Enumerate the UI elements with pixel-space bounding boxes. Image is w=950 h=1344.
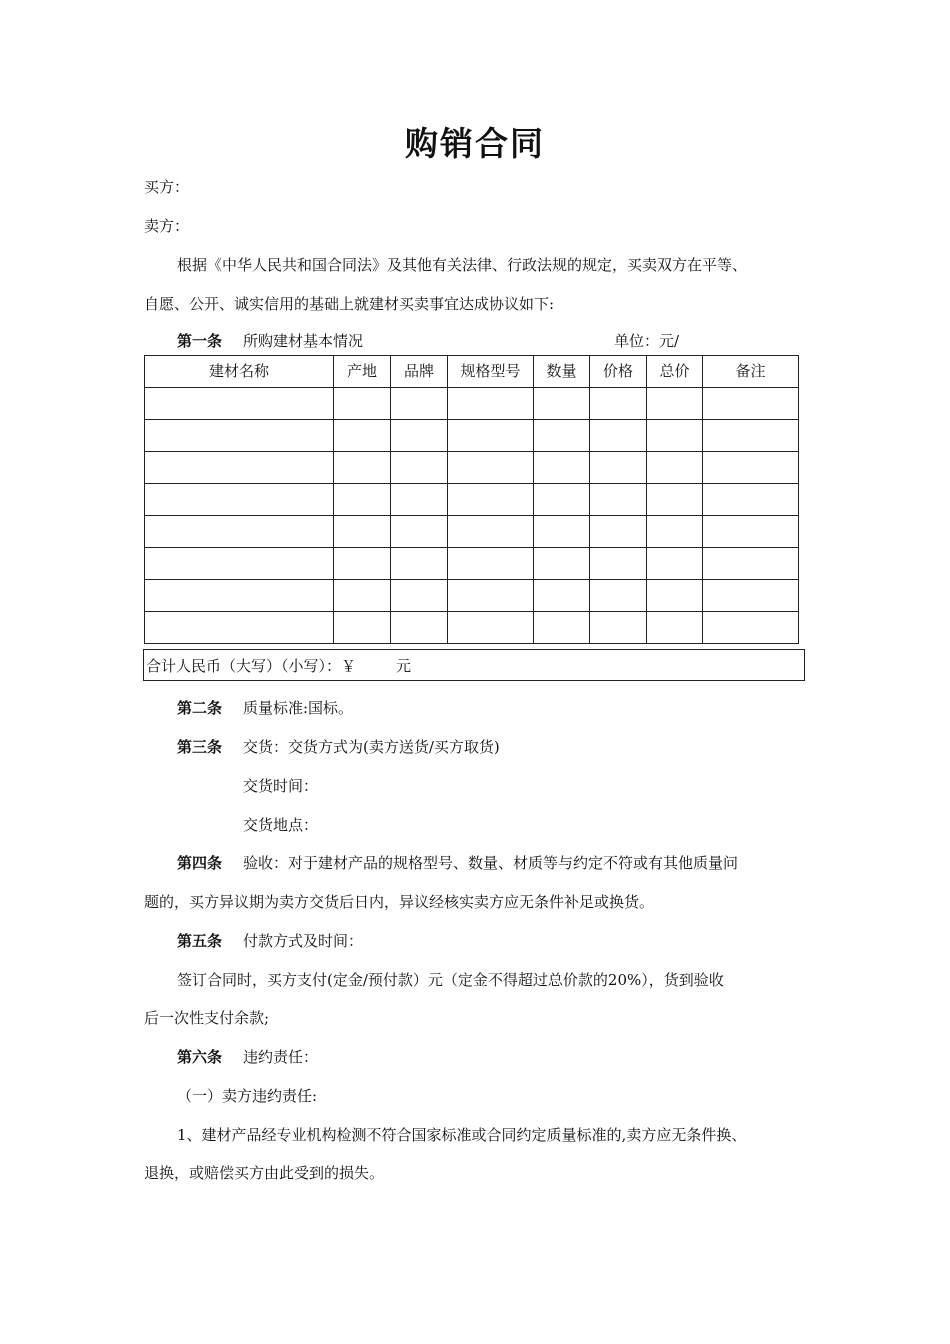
- col-header-price: 价格: [590, 356, 647, 388]
- article-1-text: 所购建材基本情况: [243, 332, 364, 350]
- delivery-time: 交货时间：: [243, 777, 319, 795]
- table-cell: [647, 420, 703, 452]
- article-6-sub-1: （一）卖方违约责任:: [177, 1087, 318, 1105]
- table-cell: [448, 548, 534, 580]
- table-header-row: [145, 356, 799, 388]
- article-4: [177, 852, 738, 874]
- col-header-name: 建材名称: [145, 356, 334, 388]
- article-1: [177, 330, 363, 352]
- table-row: [145, 452, 799, 484]
- table-cell: [534, 484, 590, 516]
- table-cell: [145, 580, 334, 612]
- table-cell: [590, 484, 647, 516]
- materials-table: [144, 355, 799, 644]
- article-5: [177, 930, 363, 952]
- table-cell: [334, 580, 391, 612]
- col-header-origin: 产地: [334, 356, 391, 388]
- table-row: [145, 612, 799, 644]
- table-cell: [647, 452, 703, 484]
- table-cell: [448, 516, 534, 548]
- table-cell: [448, 452, 534, 484]
- table-cell: [703, 548, 799, 580]
- table-cell: [145, 388, 334, 420]
- table-cell: [391, 612, 448, 644]
- table-cell: [145, 516, 334, 548]
- table-cell: [647, 548, 703, 580]
- article-1-label: 第一条: [177, 332, 223, 350]
- article-5-text: 付款方式及时间：: [243, 932, 364, 950]
- table-cell: [145, 420, 334, 452]
- col-header-spec: 规格型号: [448, 356, 534, 388]
- table-cell: [334, 484, 391, 516]
- table-cell: [534, 548, 590, 580]
- table-cell: [590, 388, 647, 420]
- table-cell: [391, 420, 448, 452]
- table-row: [145, 420, 799, 452]
- table-cell: [590, 580, 647, 612]
- table-cell: [334, 548, 391, 580]
- table-cell: [703, 580, 799, 612]
- article-3-text: 交货：交货方式为(卖方送货/买方取货): [243, 738, 500, 756]
- article-4-text-2: 题的，买方异议期为卖方交货后日内，异议经核实卖方应无条件补足或换货。: [144, 893, 655, 911]
- intro-line-1: 根据《中华人民共和国合同法》及其他有关法律、行政法规的规定，买卖双方在平等、: [177, 256, 748, 274]
- table-cell: [534, 612, 590, 644]
- table-cell: [448, 580, 534, 612]
- article-4-text-1: 验收：对于建材产品的规格型号、数量、材质等与约定不符或有其他质量问: [243, 854, 739, 872]
- table-cell: [334, 612, 391, 644]
- table-cell: [391, 580, 448, 612]
- table-row: [145, 548, 799, 580]
- article-6: [177, 1046, 318, 1068]
- table-row: [145, 516, 799, 548]
- article-5-label: 第五条: [177, 932, 223, 950]
- col-header-brand: 品牌: [391, 356, 448, 388]
- table-cell: [145, 484, 334, 516]
- buyer-label: 买方：: [144, 178, 190, 196]
- table-cell: [590, 612, 647, 644]
- table-cell: [534, 452, 590, 484]
- article-2: [177, 697, 353, 719]
- col-header-remark: 备注: [703, 356, 799, 388]
- article-6-item-1-line-2: 退换，或赔偿买方由此受到的损失。: [144, 1164, 385, 1182]
- article-5-para-2: 后一次性支付余款;: [144, 1009, 270, 1027]
- table-row: [145, 484, 799, 516]
- table-cell: [448, 612, 534, 644]
- table-cell: [590, 420, 647, 452]
- table-cell: [145, 548, 334, 580]
- article-4-label: 第四条: [177, 854, 223, 872]
- table-cell: [590, 548, 647, 580]
- table-cell: [534, 420, 590, 452]
- unit-label: 单位：元/: [614, 332, 680, 350]
- table-cell: [334, 388, 391, 420]
- table-cell: [448, 420, 534, 452]
- col-header-quantity: 数量: [534, 356, 590, 388]
- table-cell: [534, 580, 590, 612]
- table-cell: [334, 452, 391, 484]
- article-2-text: 质量标准:国标。: [243, 699, 354, 717]
- table-cell: [448, 388, 534, 420]
- delivery-place: 交货地点：: [243, 816, 319, 834]
- article-2-label: 第二条: [177, 699, 223, 717]
- total-unit: 元: [396, 657, 412, 675]
- table-cell: [334, 516, 391, 548]
- article-3: [177, 736, 500, 758]
- article-3-label: 第三条: [177, 738, 223, 756]
- table-cell: [703, 484, 799, 516]
- table-cell: [145, 612, 334, 644]
- table-cell: [703, 612, 799, 644]
- table-cell: [391, 388, 448, 420]
- table-cell: [647, 612, 703, 644]
- table-cell: [647, 388, 703, 420]
- table-cell: [647, 516, 703, 548]
- table-cell: [448, 484, 534, 516]
- total-label: 合计人民币（大写）（小写）：￥: [146, 657, 357, 675]
- table-cell: [391, 516, 448, 548]
- table-cell: [145, 452, 334, 484]
- table-cell: [334, 420, 391, 452]
- article-6-item-1-line-1: 1、建材产品经专业机构检测不符合国家标准或合同约定质量标准的,卖方应无条件换、: [177, 1126, 747, 1144]
- intro-line-2: 自愿、公开、诚实信用的基础上就建材买卖事宜达成协议如下:: [144, 295, 555, 313]
- table-cell: [703, 388, 799, 420]
- article-5-para-1: 签订合同时，买方支付(定金/预付款）元（定金不得超过总价款的20%），货到验收: [177, 971, 724, 989]
- table-cell: [703, 516, 799, 548]
- article-6-text: 违约责任：: [243, 1048, 319, 1066]
- table-cell: [647, 580, 703, 612]
- table-cell: [534, 388, 590, 420]
- table-cell: [391, 452, 448, 484]
- table-cell: [590, 452, 647, 484]
- page-title: 购销合同: [405, 124, 545, 163]
- table-cell: [647, 484, 703, 516]
- table-cell: [703, 420, 799, 452]
- table-body: [145, 388, 799, 644]
- total-row: [143, 649, 805, 681]
- seller-label: 卖方：: [144, 217, 190, 235]
- col-header-total: 总价: [647, 356, 703, 388]
- table-cell: [703, 452, 799, 484]
- table-row: [145, 388, 799, 420]
- table-cell: [590, 516, 647, 548]
- table-cell: [391, 548, 448, 580]
- table-cell: [391, 484, 448, 516]
- table-row: [145, 580, 799, 612]
- article-6-label: 第六条: [177, 1048, 223, 1066]
- table-cell: [534, 516, 590, 548]
